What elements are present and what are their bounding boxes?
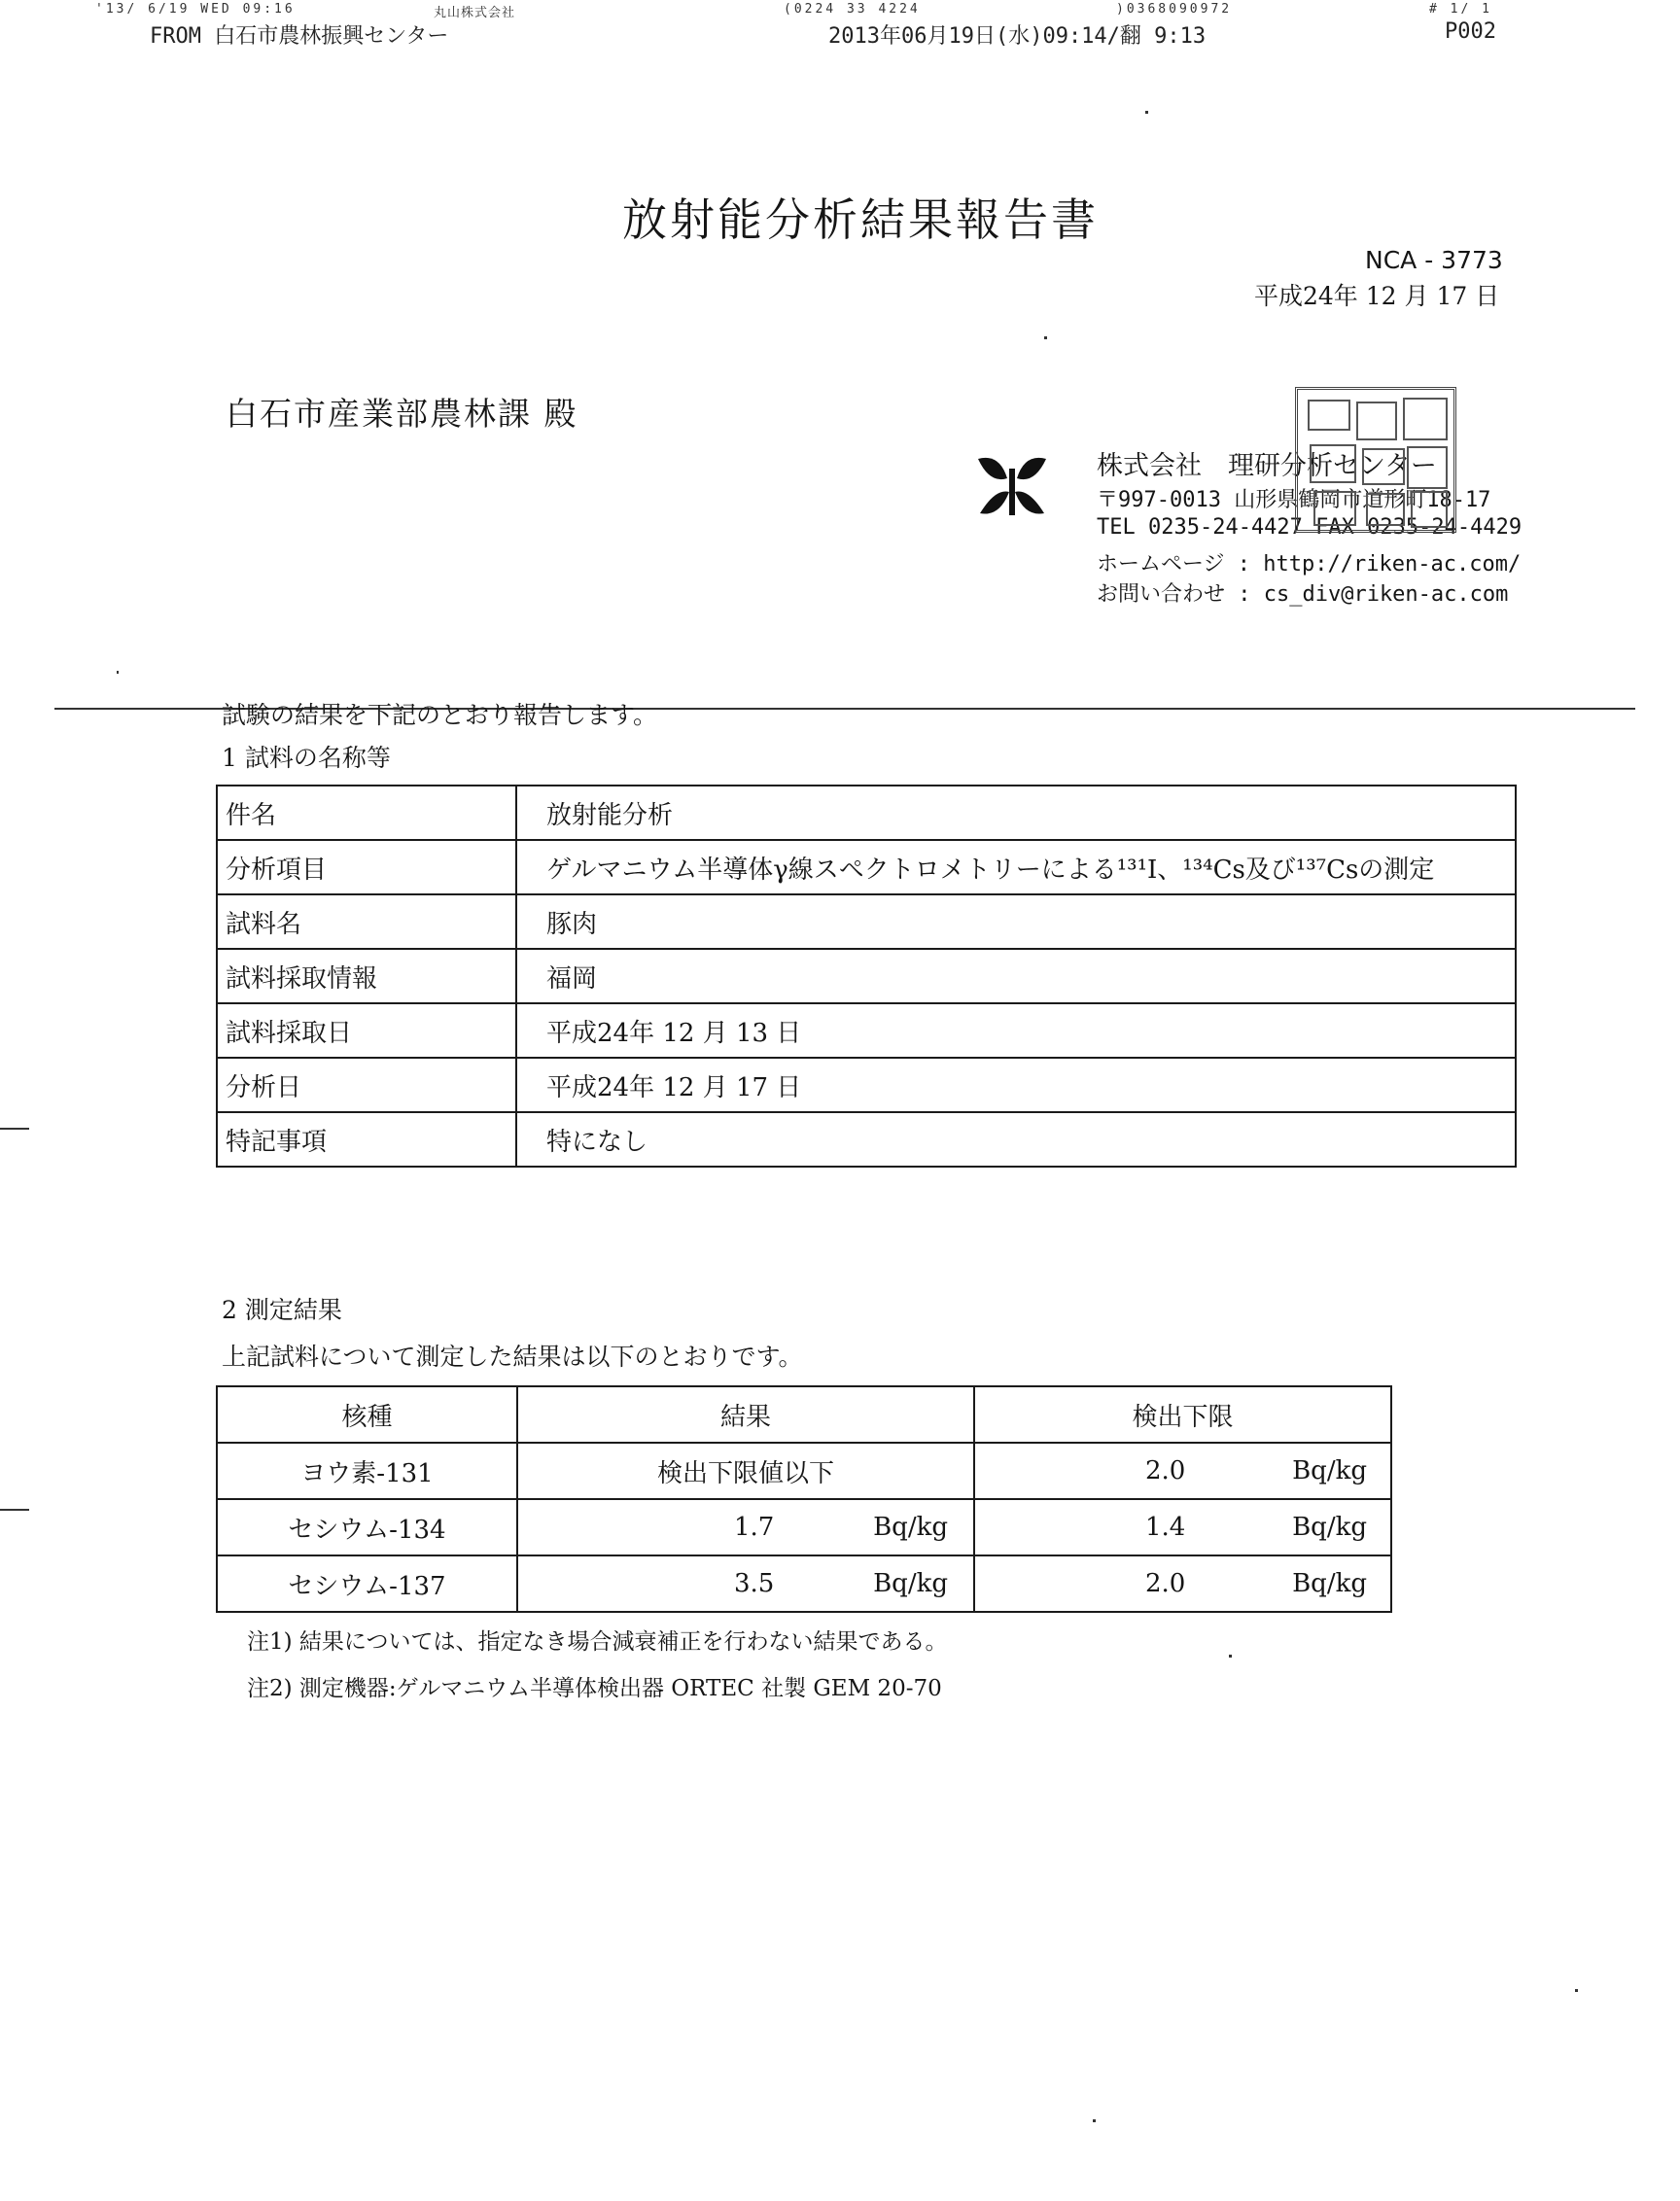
issue-date: 平成24年 12 月 17 日 xyxy=(1254,282,1500,310)
fax-number: )0368090972 xyxy=(1116,2,1233,17)
company-name: 株式会社 理研分析センター xyxy=(1097,451,1437,481)
table-header-row xyxy=(217,1386,1391,1443)
company-contact: お問い合わせ : cs_div@riken-ac.com xyxy=(1097,582,1509,607)
scan-mark xyxy=(0,1128,29,1130)
limit-unit: Bq/kg xyxy=(1292,1569,1367,1598)
intro-text: 試験の結果を下記のとおり報告します。 xyxy=(222,701,658,729)
table-row xyxy=(217,894,1516,949)
row-value: 豚肉 xyxy=(516,894,1516,949)
section2-heading: 2 測定結果 xyxy=(222,1296,342,1324)
row-label: 分析項目 xyxy=(217,840,516,894)
scan-mark xyxy=(0,1509,29,1511)
fax-from: FROM 白石市農林振興センター xyxy=(150,24,449,49)
scan-speck xyxy=(117,671,119,674)
section2-lead: 上記試料について測定した結果は以下のとおりです。 xyxy=(222,1343,803,1371)
scan-speck xyxy=(1044,336,1047,339)
document-title: 放射能分析結果報告書 xyxy=(622,193,1099,246)
result-cell xyxy=(517,1555,974,1612)
header-limit: 検出下限 xyxy=(974,1386,1391,1443)
scan-speck xyxy=(1229,1655,1232,1658)
scan-speck xyxy=(1145,111,1148,114)
document-number: NCA - 3773 xyxy=(1365,246,1503,274)
section1-heading: 1 試料の名称等 xyxy=(222,744,391,772)
limit-unit: Bq/kg xyxy=(1292,1513,1367,1542)
limit-value: 2.0 xyxy=(1145,1456,1186,1485)
fax-datetime: 2013年06月19日(水)09:14/翻 9:13 xyxy=(828,24,1207,49)
header-result: 結果 xyxy=(517,1386,974,1443)
table-row xyxy=(217,949,1516,1003)
result-value: 3.5 xyxy=(734,1569,775,1598)
company-homepage: ホームページ : http://riken-ac.com/ xyxy=(1097,552,1522,576)
row-value: 特になし xyxy=(516,1112,1516,1167)
fax-timestamp: '13/ 6/19 WED 09:16 xyxy=(95,2,296,17)
limit-cell xyxy=(974,1499,1391,1555)
table-row xyxy=(217,1112,1516,1167)
header-nuclide: 核種 xyxy=(217,1386,517,1443)
row-value: 放射能分析 xyxy=(516,786,1516,840)
table-row xyxy=(217,1003,1516,1058)
results-table xyxy=(216,1385,1392,1613)
fax-page-count: # 1/ 1 xyxy=(1429,2,1492,17)
row-label: 試料名 xyxy=(217,894,516,949)
row-value: 平成24年 12 月 17 日 xyxy=(516,1058,1516,1112)
limit-unit: Bq/kg xyxy=(1292,1456,1367,1485)
row-label: 試料採取情報 xyxy=(217,949,516,1003)
note-2: 注2) 測定機器:ゲルマニウム半導体検出器 ORTEC 社製 GEM 20-70 xyxy=(247,1676,942,1701)
fax-phone: (0224 33 4224 xyxy=(784,2,921,17)
table-row xyxy=(217,1058,1516,1112)
nuclide-cell: セシウム-134 xyxy=(217,1499,517,1555)
result-value: 1.7 xyxy=(734,1513,775,1542)
row-value: 福岡 xyxy=(516,949,1516,1003)
table-row xyxy=(217,1443,1391,1499)
row-label: 試料採取日 xyxy=(217,1003,516,1058)
company-seal xyxy=(1295,387,1456,533)
fax-sender-name: 丸山株式会社 xyxy=(434,6,516,20)
scan-speck xyxy=(1575,1989,1578,1992)
table-row xyxy=(217,1555,1391,1612)
limit-cell xyxy=(974,1443,1391,1499)
nuclide-cell: セシウム-137 xyxy=(217,1555,517,1612)
table-row xyxy=(217,1499,1391,1555)
fax-page-number: P002 xyxy=(1445,19,1496,44)
row-label: 特記事項 xyxy=(217,1112,516,1167)
table-row xyxy=(217,840,1516,894)
scan-speck xyxy=(1093,2119,1096,2122)
result-unit: Bq/kg xyxy=(873,1513,948,1542)
result-unit: Bq/kg xyxy=(873,1569,948,1598)
company-tel-fax: TEL 0235-24-4427 FAX 0235-24-4429 xyxy=(1097,515,1522,540)
recipient: 白石市産業部農林課 殿 xyxy=(226,395,578,433)
sample-info-table xyxy=(216,785,1517,1168)
limit-value: 1.4 xyxy=(1145,1513,1186,1542)
limit-value: 2.0 xyxy=(1145,1569,1186,1598)
nuclide-cell: ヨウ素-131 xyxy=(217,1443,517,1499)
company-address: 〒997-0013 山形県鶴岡市道形町18-17 xyxy=(1097,488,1491,512)
row-label: 件名 xyxy=(217,786,516,840)
limit-cell xyxy=(974,1555,1391,1612)
row-label: 分析日 xyxy=(217,1058,516,1112)
note-1: 注1) 結果については、指定なき場合減衰補正を行わない結果である。 xyxy=(247,1629,948,1655)
row-value: ゲルマニウム半導体γ線スペクトロメトリーによる¹³¹I、¹³⁴Cs及び¹³⁷Csの測定 xyxy=(516,840,1516,894)
result-cell xyxy=(517,1499,974,1555)
result-cell: 検出下限値以下 xyxy=(517,1443,974,1499)
row-value: 平成24年 12 月 13 日 xyxy=(516,1003,1516,1058)
table-row xyxy=(217,786,1516,840)
company-logo xyxy=(970,449,1054,523)
